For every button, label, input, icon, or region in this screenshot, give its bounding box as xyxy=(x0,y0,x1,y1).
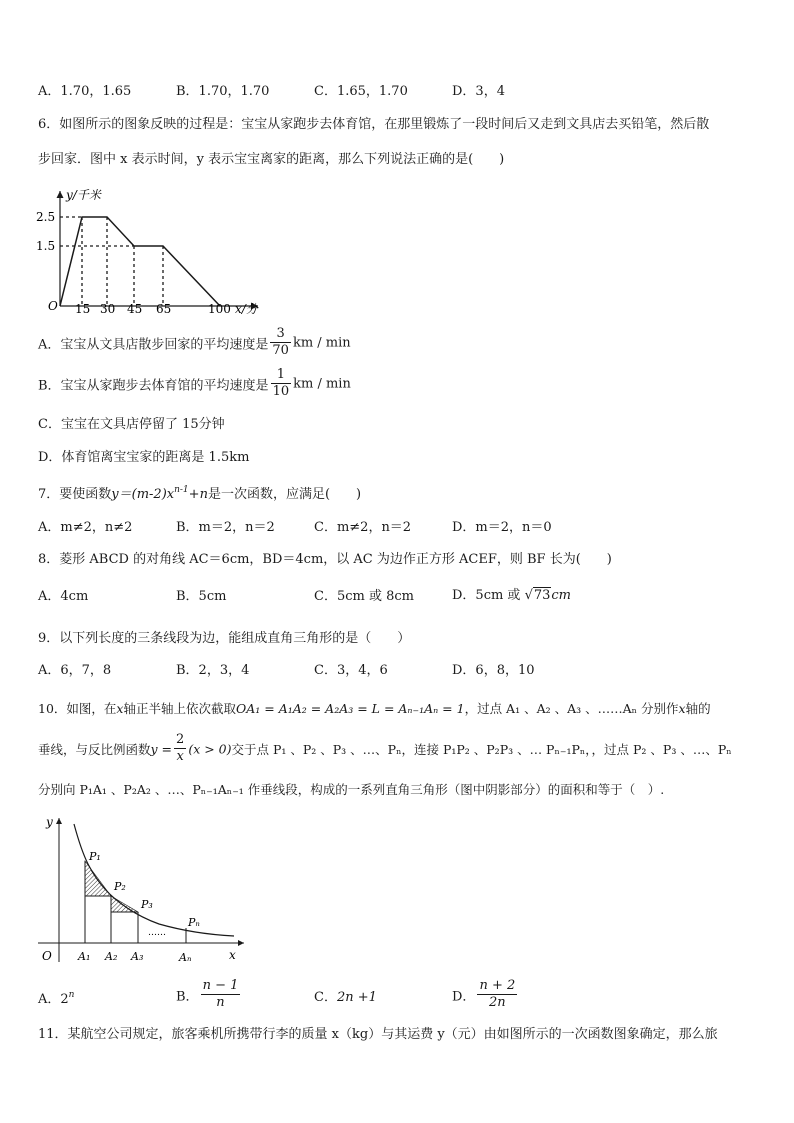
q10-line1-b: 轴正半轴上依次截取 xyxy=(123,701,236,716)
q6-stem-line1: 6．如图所示的图象反映的过程是：宝宝从家跑步去体育馆，在那里锻炼了一段时间后又走到文具店去买铅笔，然后散 xyxy=(38,117,710,132)
q6-option-d: D．体育馆离宝宝家的距离是 1.5km xyxy=(38,450,250,465)
q10-option-b xyxy=(176,979,242,1011)
q6-option-a-fraction xyxy=(270,327,291,359)
q6-option-b-fraction xyxy=(271,368,292,400)
q7-formula-tail: +n xyxy=(188,487,208,502)
q10-option-a-prefix: A． xyxy=(38,992,61,1007)
q10-label-p1: P₁ xyxy=(89,850,101,863)
q6-stem-line2: 步回家．图中 x 表示时间，y 表示宝宝离家的距离，那么下列说法正确的是( ) xyxy=(38,152,505,167)
q10-x-label: x xyxy=(229,948,236,962)
q10-option-b-den: n xyxy=(216,995,225,1011)
q8-option-d-radicand: 73 xyxy=(533,588,551,603)
q10-label-pn: Pₙ xyxy=(188,916,200,929)
q6-option-c: C．宝宝在文具店停留了 15分钟 xyxy=(38,417,225,432)
q9-option-c: C．3，4，6 xyxy=(314,663,388,678)
q10-line2-den: x xyxy=(176,749,184,765)
q10-label-a3: A₃ xyxy=(131,950,144,963)
q6-x-tick-30: 30 xyxy=(100,302,116,316)
q10-origin: O xyxy=(42,949,52,963)
q10-option-d xyxy=(452,979,519,1011)
q8-option-d: D．5cm 或 √73cm xyxy=(452,588,572,603)
q10-line1-a: 10．如图，在 xyxy=(38,701,117,716)
q10-stem-line3: 分别向 P₁A₁ 、P₂A₂ 、…、Pₙ₋₁Aₙ₋₁ 作垂线段，构成的一系列直角三角形（图中阴影部分）的面积和等于（ ）. xyxy=(38,782,665,797)
q7-exponent: n-1 xyxy=(174,485,189,495)
q6-x-tick-65: 65 xyxy=(156,302,172,316)
q10-line2-num: 2 xyxy=(174,733,186,749)
q6-option-a-den: 70 xyxy=(272,343,289,359)
q10-line2-cond: (x > 0) xyxy=(188,741,232,757)
q5-option-c: C．1.65，1.70 xyxy=(314,84,408,99)
q10-line1-formula: OA₁ = A₁A₂ = A₂A₃ = L = Aₙ₋₁Aₙ = 1 xyxy=(235,701,465,716)
q6-option-a-num: 3 xyxy=(270,327,291,343)
q6-option-a-unit: km / min xyxy=(292,335,351,351)
q10-option-d-prefix: D． xyxy=(452,989,476,1005)
q6-x-axis-label: x/分 xyxy=(235,302,258,316)
q6-y-tick-15: 1.5 xyxy=(36,239,56,253)
q5-option-a: A．1.70，1.65 xyxy=(38,84,132,99)
q7-option-a: A．m≠2，n≠2 xyxy=(38,520,133,535)
q10-option-c-prefix: C． xyxy=(314,990,337,1005)
q10-line2-fraction xyxy=(174,733,186,765)
q10-stem-line2 xyxy=(38,733,732,765)
q10-label-an: Aₙ xyxy=(179,951,192,964)
q10-option-b-prefix: B． xyxy=(176,989,199,1005)
q6-y-axis-label: y/千米 xyxy=(66,188,101,202)
q9-option-d: D．6，8，10 xyxy=(452,663,535,678)
q10-line2-b: 交于点 P₁ 、P₂ 、P₃ 、…、Pₙ，连接 P₁P₂ 、P₂P₃ 、… Pₙ₋₁Pₙ，，过点 P₂ 、P₃ 、…、Pₙ xyxy=(231,741,732,757)
q6-option-b-den: 10 xyxy=(272,384,290,400)
q10-label-p3: P₃ xyxy=(141,898,153,911)
q10-label-a1: A₁ xyxy=(78,950,91,963)
q8-option-b: B．5cm xyxy=(176,589,227,604)
q6-graph-line xyxy=(60,217,220,306)
q5-option-b: B．1.70，1.70 xyxy=(176,84,270,99)
q8-option-c: C．5cm 或 8cm xyxy=(314,589,414,604)
q10-label-a2: A₂ xyxy=(105,950,118,963)
q10-option-b-num: n − 1 xyxy=(201,979,241,995)
q6-option-b-num: 1 xyxy=(271,368,292,384)
q8-stem: 8．菱形 ABCD 的对角线 AC＝6cm，BD＝4cm，以 AC 为边作正方形 ACEF，则 BF 长为( ) xyxy=(38,552,612,567)
q10-stem-line1 xyxy=(38,703,711,716)
q7-option-b: B．m＝2，n＝2 xyxy=(176,520,275,535)
q8-option-d-prefix: D．5cm 或 xyxy=(452,588,521,603)
q10-option-b-fraction xyxy=(201,979,241,1011)
q10-option-c-value: 2n +1 xyxy=(336,990,377,1005)
q9-option-a: A．6，7，8 xyxy=(38,663,112,678)
q6-option-b-unit: km / min xyxy=(293,376,351,392)
q11-stem: 11．某航空公司规定，旅客乘机所携带行李的质量 x（kg）与其运费 y（元）由如图所示的一次函数图象确定，那么旅 xyxy=(38,1027,718,1042)
q7-stem xyxy=(38,486,361,501)
q6-option-b xyxy=(38,368,351,400)
q10-line2-a: 垂线，与反比例函数 xyxy=(38,741,151,757)
q10-line1-x: x xyxy=(116,701,124,716)
q10-option-d-num: n + 2 xyxy=(477,979,517,995)
q10-option-d-den: 2n xyxy=(489,995,506,1011)
q10-line1-d: 轴的 xyxy=(685,701,711,716)
q9-stem: 9．以下列长度的三条线段为边，能组成直角三角形的是（ ） xyxy=(38,631,411,646)
q9-option-b: B．2，3，4 xyxy=(176,663,250,678)
q7-option-c: C．m≠2，n＝2 xyxy=(314,520,412,535)
q10-label-p2: P₂ xyxy=(114,880,126,893)
q6-y-tick-25: 2.5 xyxy=(36,210,56,224)
q10-option-a xyxy=(38,991,74,1006)
q8-option-d-unit: cm xyxy=(551,588,572,603)
q10-hyperbola-graph xyxy=(34,812,256,970)
q10-option-a-exp: n xyxy=(68,990,75,1000)
q10-option-a-base: 2 xyxy=(60,992,69,1007)
q10-line1-c: ，过点 A₁ 、A₂ 、A₃ 、……Aₙ 分别作 xyxy=(464,701,679,716)
q6-distance-time-graph xyxy=(30,183,275,318)
q10-option-d-fraction xyxy=(477,979,517,1011)
q10-dots: …… xyxy=(148,928,166,938)
q8-option-a: A．4cm xyxy=(38,589,89,604)
q10-option-c xyxy=(314,991,377,1004)
q5-option-d: D．3，4 xyxy=(452,84,505,99)
q6-x-tick-15: 15 xyxy=(75,302,91,316)
q7-prefix: 7．要使函数 xyxy=(38,487,112,502)
q6-x-tick-45: 45 xyxy=(127,302,143,316)
q10-line2-y: y = xyxy=(150,741,173,757)
q10-hyperbola-curve xyxy=(74,824,234,936)
q7-option-d: D．m＝2，n＝0 xyxy=(452,520,552,535)
q10-y-label: y xyxy=(46,815,53,829)
q6-origin-label: O xyxy=(48,299,58,313)
q6-option-a-text: A．宝宝从文具店散步回家的平均速度是 xyxy=(38,337,269,353)
q6-option-b-text: B．宝宝从家跑步去体育馆的平均速度是 xyxy=(38,378,269,394)
q6-x-tick-100: 100 xyxy=(208,302,231,316)
q6-option-a xyxy=(38,327,351,359)
q7-formula: y＝(m-2)x xyxy=(111,487,175,502)
q7-suffix: 是一次函数，应满足( ) xyxy=(207,487,362,502)
q10-line1-x2: x xyxy=(678,701,686,716)
